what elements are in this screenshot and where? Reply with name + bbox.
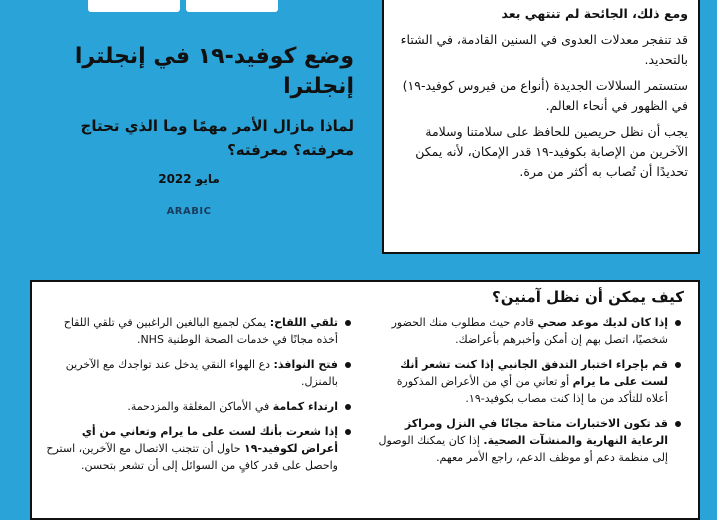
list-item-text: قادم حيث مطلوب منك الحضور شخصيًا، اتصل بهم إن أمكن وأخبرهم بأعراضك. (391, 316, 668, 346)
list-item (376, 314, 668, 348)
list-item (376, 356, 668, 407)
info-paragraph: ستستمر السلالات الجديدة (أنواع من فيروس كوفيد-١٩) في الظهور في أنحاء العالم. (402, 78, 688, 113)
page-subtitle: لماذا مازال الأمر مهمًا وما الذي تحتاج معرفته؟ معرفته؟ (80, 117, 354, 159)
safety-panel (30, 280, 700, 520)
publication-date: مايو 2022 (158, 172, 220, 186)
list-item-text: إذا كان يمكنك الوصول إلى منظمة دعم أو موظف الدعم، راجع الأمر معهم. (378, 434, 668, 464)
language-label: ARABIC (166, 206, 212, 217)
list-item (46, 423, 338, 474)
list-item (376, 415, 668, 466)
title-block (24, 42, 354, 217)
list-item-bold: فتح النوافذ: (273, 358, 338, 371)
list-item (46, 356, 338, 390)
list-item-text: في الأماكن المغلقة والمزدحمة. (127, 400, 273, 413)
partner-logo-left (88, 0, 180, 12)
list-item-text: دع الهواء النقي يدخل عند تواجدك مع الآخرين بالمنزل. (65, 358, 338, 388)
list-item-bold: إذا شعرت بأنك لست على ما يرام وتعاني من أي أعراض لكوفيد-١٩ (81, 425, 338, 455)
list-item-text: يمكن لجميع البالغين الراغبين في تلقي اللقاح أخذه مجانًا في خدمات الصحة الوطنية NHS. (63, 316, 338, 346)
list-item-text: أو تعاني من أي من الأعراض المذكورة أعلاه للتأكد من ما إذا كنت مصاب بكوفيد-١٩. (396, 375, 668, 405)
info-paragraph: قد تنفجر معدلات العدوى في السنين القادمة، في الشتاء بالتحديد. (400, 32, 688, 67)
list-item (46, 398, 338, 415)
pandemic-info-panel (382, 0, 700, 254)
safety-list-left (46, 314, 354, 474)
list-item-bold: قم بإجراء اختبار التدفق الجانبي إذا كنت تشعر أنك لست على ما يرام (400, 358, 668, 388)
list-item-bold: قد تكون الاختبارات متاحة مجانًا في النزل ومراكز الرعاية النهارية والمنشآت الصحية. (404, 417, 668, 447)
list-item-text: حاول أن تتجنب الاتصال مع الآخرين، استرح واحصل على قدر كافٍ من السوائل إلى أن تشعر بتحسن. (46, 442, 338, 472)
safety-list-right (376, 314, 684, 466)
list-item-bold: إذا كان لديك موعد صحي (537, 316, 668, 329)
safety-column-left (46, 314, 354, 482)
page-title: وضع كوفيد-١٩ في إنجلترا إنجلترا (74, 44, 354, 99)
partner-logo-right (186, 0, 278, 12)
info-paragraph: ومع ذلك، الجائحة لم تنتهي بعد (501, 6, 688, 21)
safety-heading: كيف يمكن أن نظل آمنين؟ (492, 288, 684, 306)
list-item-bold: تلقي اللقاح: (269, 316, 338, 329)
safety-column-right (376, 314, 684, 482)
info-paragraph: يجب أن نظل حريصين للحافظ على سلامتنا وسلامة الآخرين من الإصابة بكوفيد-١٩ قدر الإمكان، لأنه يمكن تحديدًا أن تُصاب به أكثر من مرة. (415, 124, 688, 179)
list-item (46, 314, 338, 348)
list-item-bold: ارتداء كمامة (272, 400, 338, 413)
safety-columns (46, 314, 684, 482)
